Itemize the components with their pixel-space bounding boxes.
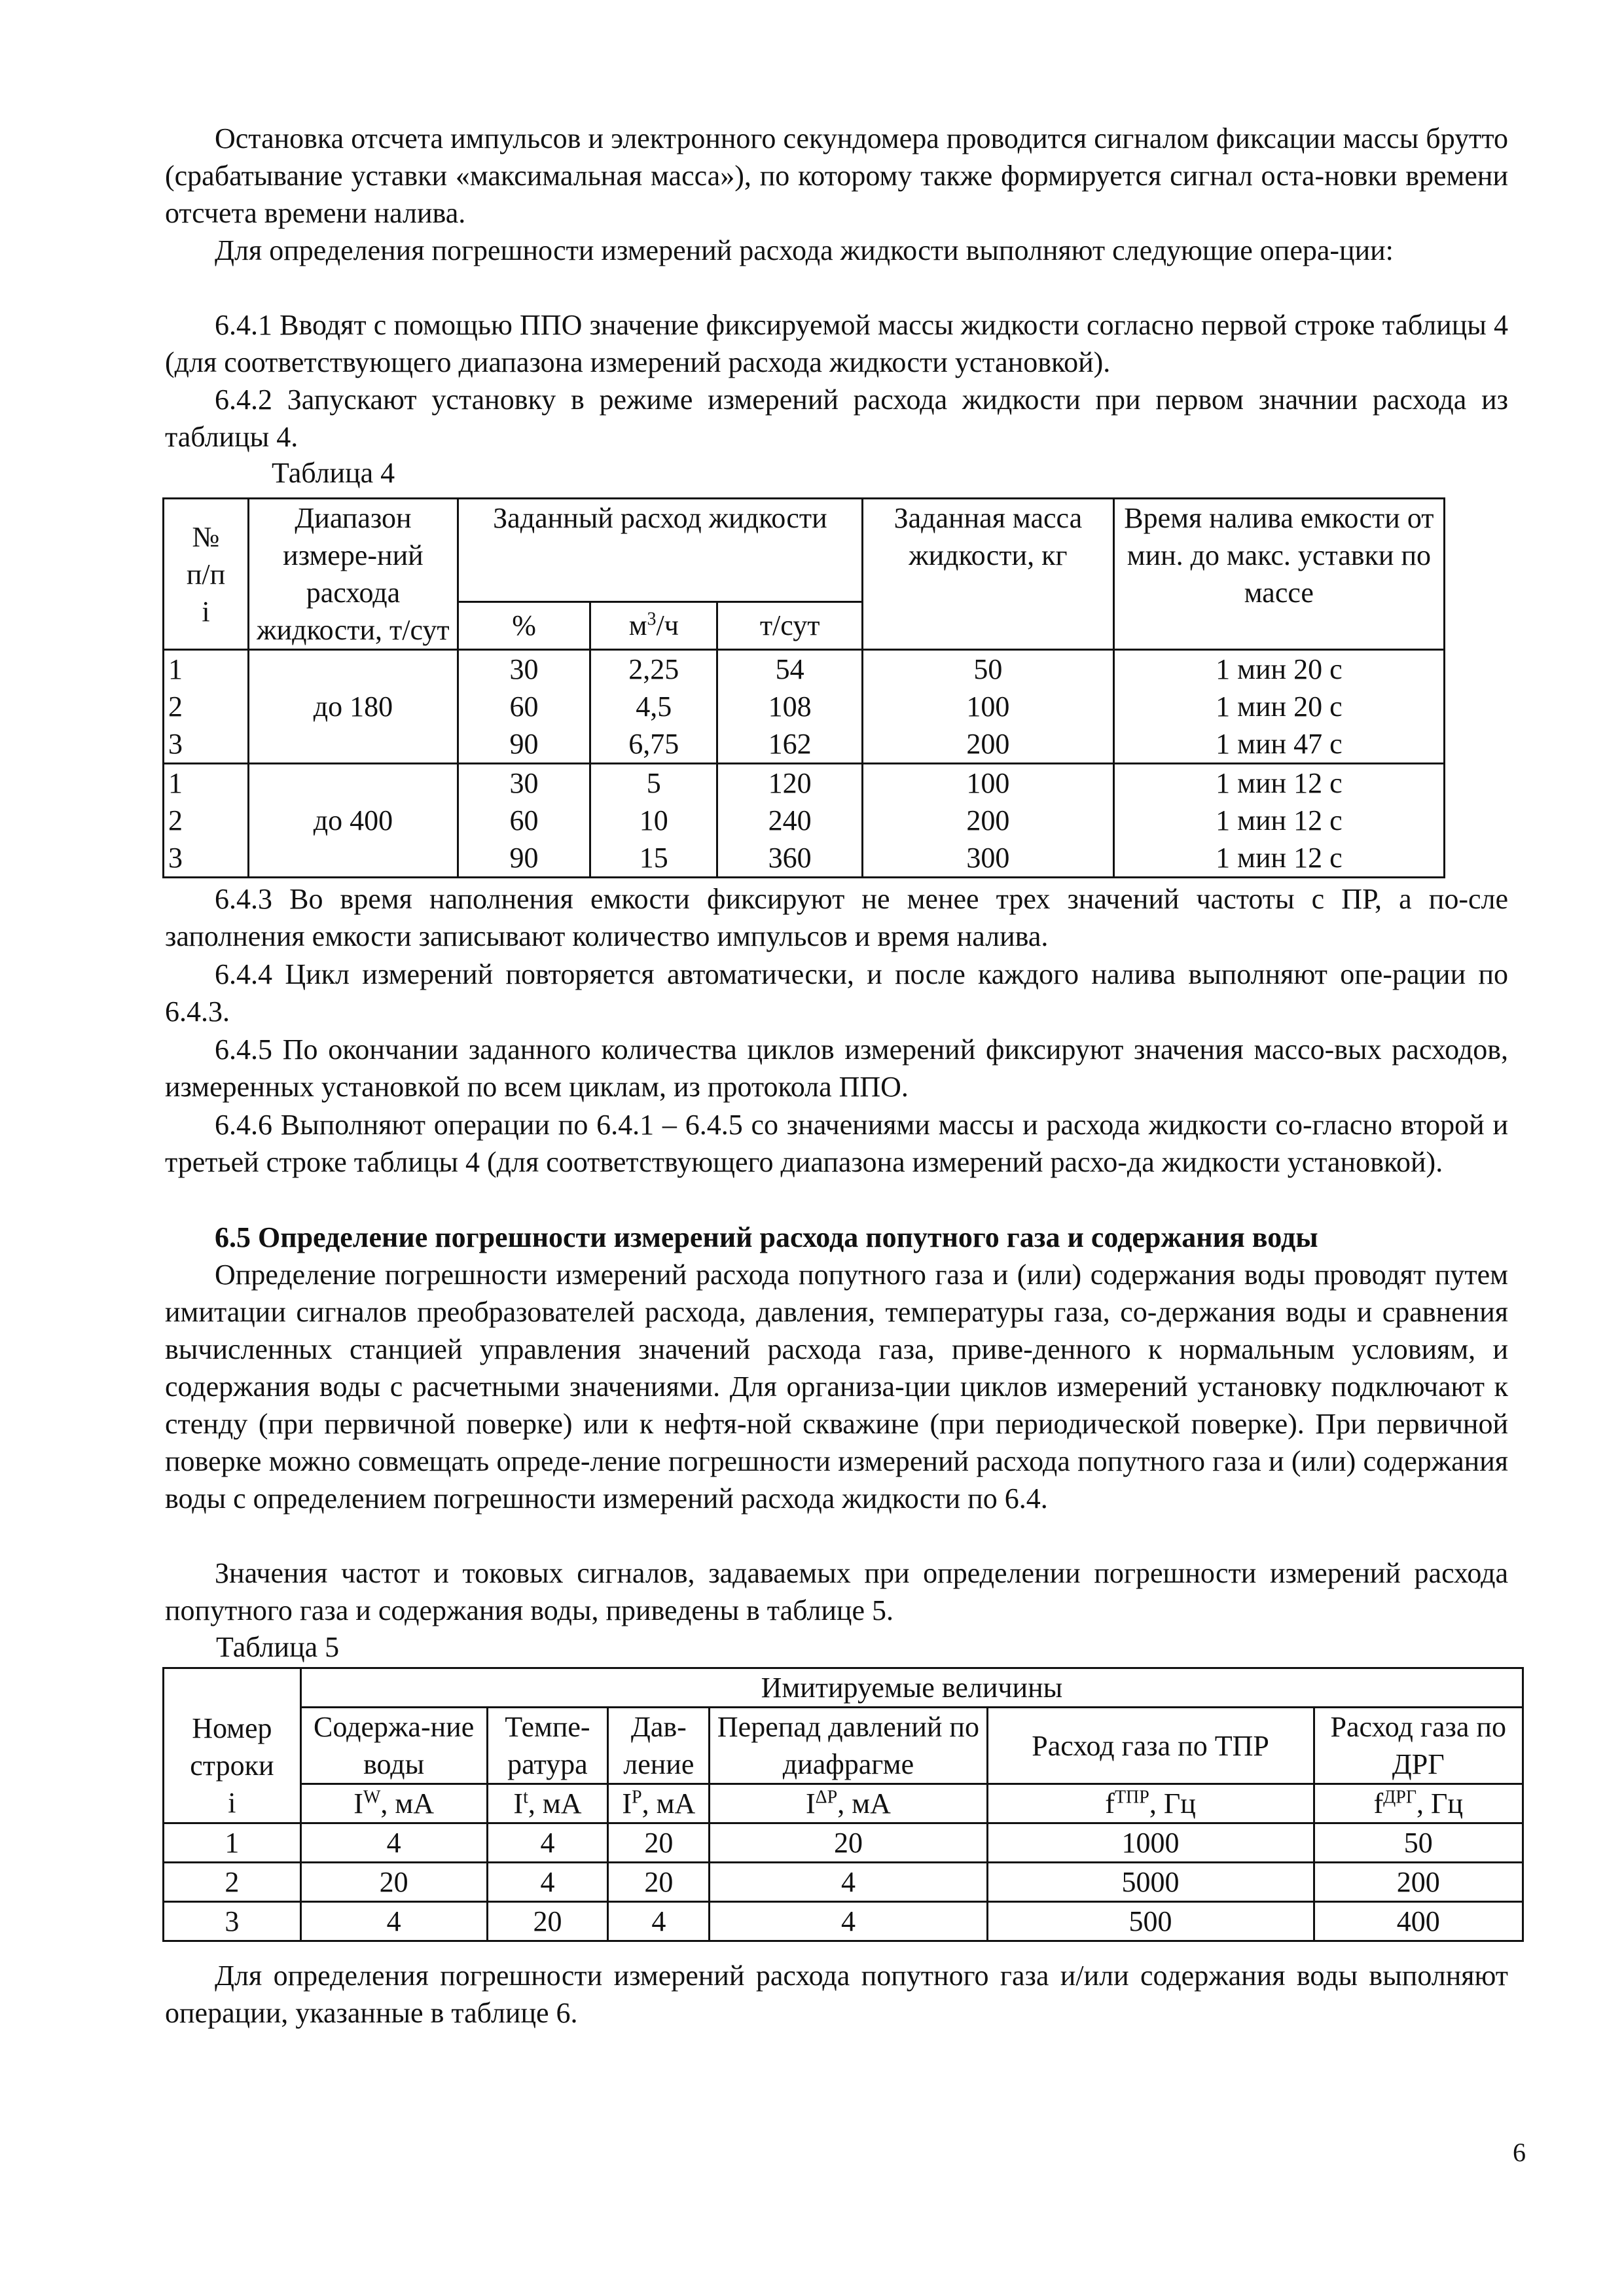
table4-cell-mass: 300	[863, 839, 1114, 878]
table5-cell-row-number: 2	[164, 1863, 301, 1902]
table4-cell-range: до 180	[249, 650, 458, 764]
table4-row	[164, 650, 1445, 689]
table-4	[162, 497, 1445, 878]
table4-cell-m3h: 2,25	[590, 650, 717, 689]
table4-cell-mass: 100	[863, 688, 1114, 725]
table4-cell-tsut: 108	[717, 688, 863, 725]
table5-cell-water: 20	[300, 1863, 487, 1902]
unit-m-sup: 3	[647, 609, 657, 630]
unit-m-tail: /ч	[656, 609, 679, 642]
table4-cell-time: 1 мин 47 с	[1113, 725, 1444, 764]
table5-cell-temperature: 4	[487, 1863, 608, 1902]
table4-caption: Таблица 4	[272, 457, 395, 489]
table4-cell-number: 3	[164, 725, 249, 764]
table5-row	[164, 1823, 1523, 1863]
table-5	[162, 1667, 1524, 1942]
table4-header-number	[164, 499, 249, 650]
table4-cell-time: 1 мин 20 с	[1113, 650, 1444, 689]
table4-cell-mass: 100	[863, 764, 1114, 802]
table4-header-percent: %	[458, 601, 590, 649]
table4-cell-mass: 50	[863, 650, 1114, 689]
table4-header-number-sign: №	[192, 520, 220, 553]
table5-header-row-i: i	[164, 1784, 301, 1823]
table4-header-time: Время налива емкости от мин. до макс. уставки по массе	[1113, 499, 1444, 650]
paragraph-6-5-description: Определение погрешности измерений расхода попутного газа и (или) содержания воды проводят путем имитации сигналов преобразователей расхода, давления, температуры газа, со-держания воды и сравнения вычисленных станцией управления значений расхода газа, приве-денного к нормальным условиям, и содержания воды с расчетными значениями. Для организа-ции циклов измерений установку подключают к стенду (при первичной поверке) или к нефтя-ной скважине (при периодической поверке). При первичной поверке можно совмещать опреде-ление погрешности измерений расхода попутного газа и (или) содержания воды с определением погрешности измерений расхода жидкости по 6.4.	[165, 1259, 1508, 1515]
table4-header-number-pp: п/п	[186, 558, 226, 590]
table5-cell-row-number: 1	[164, 1823, 301, 1863]
table4-cell-percent: 90	[458, 725, 590, 764]
table5-cell-gas-drg: 200	[1314, 1863, 1523, 1902]
table4-cell-number: 2	[164, 802, 249, 839]
table5-header-imitated: Имитируемые величины	[300, 1668, 1523, 1708]
table4-cell-m3h: 5	[590, 764, 717, 802]
table5-cell-gas-tpr: 5000	[987, 1863, 1314, 1902]
paragraph-6-4-5: 6.4.5 По окончании заданного количества циклов измерений фиксируют значения массо-вых расходов, измеренных установкой по всем циклам, из протокола ППО.	[165, 1033, 1508, 1103]
table4-cell-percent: 30	[458, 764, 590, 802]
table4-cell-m3h: 10	[590, 802, 717, 839]
table5-cell-gas-drg: 50	[1314, 1823, 1523, 1863]
table5-header-diff-pressure: Перепад давлений по диафрагме	[710, 1708, 987, 1784]
table5-cell-pressure: 20	[608, 1823, 710, 1863]
paragraph-6-4-4: 6.4.4 Цикл измерений повторяется автоматически, и после каждого налива выполняют опе-рации по 6.4.3.	[165, 958, 1508, 1028]
table5-cell-water: 4	[300, 1902, 487, 1941]
table5-header-water: Содержа-ние воды	[300, 1708, 487, 1784]
table4-cell-percent: 90	[458, 839, 590, 878]
table4-cell-mass: 200	[863, 725, 1114, 764]
table4-cell-time: 1 мин 12 с	[1113, 839, 1444, 878]
table4-cell-percent: 60	[458, 802, 590, 839]
table5-body	[164, 1823, 1523, 1941]
table4-cell-mass: 200	[863, 802, 1114, 839]
paragraph-stop-counting: Остановка отсчета импульсов и электронного секундомера проводится сигналом фиксации массы брутто (срабатывание уставки «максимальная масса»), по которому также формируется сигнал оста-новки времени отсчета времени налива.	[165, 122, 1508, 229]
section-heading-6-5: 6.5 Определение погрешности измерений расхода попутного газа и содержания воды	[215, 1221, 1318, 1253]
table5-cell-row-number: 3	[164, 1902, 301, 1941]
table4-cell-time: 1 мин 20 с	[1113, 688, 1444, 725]
table4-header-flow: Заданный расход жидкости	[458, 499, 862, 602]
table5-cell-gas-tpr: 500	[987, 1902, 1314, 1941]
table5-cell-pressure: 4	[608, 1902, 710, 1941]
table4-header-m3h	[590, 601, 717, 649]
table5-cell-gas-drg: 400	[1314, 1902, 1523, 1941]
table5-unit-water: $I^W$, мА	[300, 1784, 487, 1823]
table5-unit-diff-pressure: $I^{\Delta P}$, мА	[710, 1784, 987, 1823]
table5-cell-diff-pressure: 4	[710, 1863, 987, 1902]
table4-cell-tsut: 120	[717, 764, 863, 802]
table4-cell-tsut: 54	[717, 650, 863, 689]
table5-header-row-number: Номер строки	[164, 1668, 301, 1784]
table4-body	[164, 650, 1445, 878]
table5-cell-diff-pressure: 4	[710, 1902, 987, 1941]
paragraph-table6-intro: Для определения погрешности измерений расхода попутного газа и/или содержания воды выполняют операции, указанные в таблице 6.	[165, 1960, 1508, 2029]
table4-header-range: Диапазон измере-ний расхода жидкости, т/сут	[249, 499, 458, 650]
table5-unit-gas-tpr: $f^{ТПР}$, Гц	[987, 1784, 1314, 1823]
table4-cell-m3h: 15	[590, 839, 717, 878]
table4-cell-number: 1	[164, 650, 249, 689]
table5-cell-pressure: 20	[608, 1863, 710, 1902]
table4-cell-time: 1 мин 12 с	[1113, 802, 1444, 839]
paragraph-table5-intro: Значения частот и токовых сигналов, задаваемых при определении погрешности измерений расхода попутного газа и содержания воды, приведены в таблице 5.	[165, 1557, 1508, 1626]
table4-cell-tsut: 240	[717, 802, 863, 839]
table5-row	[164, 1902, 1523, 1941]
table5-header-temperature: Темпе-ратура	[487, 1708, 608, 1784]
table5-header-gas-tpr: Расход газа по ТПР	[987, 1708, 1314, 1784]
table4-cell-m3h: 6,75	[590, 725, 717, 764]
table4-cell-percent: 60	[458, 688, 590, 725]
table5-cell-temperature: 4	[487, 1823, 608, 1863]
paragraph-6-4-6: 6.4.6 Выполняют операции по 6.4.1 – 6.4.5 со значениями массы и расхода жидкости со-гласно второй и третьей строке таблицы 4 (для соответствующего диапазона измерений расхо-да жидкости установкой).	[165, 1109, 1508, 1178]
paragraph-6-4-2: 6.4.2 Запускают установку в режиме измерений расхода жидкости при первом значнии расхода из таблицы 4.	[165, 384, 1508, 453]
table5-caption: Таблица 5	[216, 1631, 340, 1663]
table4-cell-range: до 400	[249, 764, 458, 878]
table5-cell-diff-pressure: 20	[710, 1823, 987, 1863]
table4-header-number-i: i	[202, 595, 210, 628]
table5-header-gas-drg: Расход газа по ДРГ	[1314, 1708, 1523, 1784]
table4-cell-number: 1	[164, 764, 249, 802]
table4-cell-tsut: 162	[717, 725, 863, 764]
table5-unit-gas-drg: $f^{ДРГ}$, Гц	[1314, 1784, 1523, 1823]
table4-cell-time: 1 мин 12 с	[1113, 764, 1444, 802]
table5-header-pressure: Дав-ление	[608, 1708, 710, 1784]
table4-cell-number: 3	[164, 839, 249, 878]
table5-cell-gas-tpr: 1000	[987, 1823, 1314, 1863]
table4-header-tsut: т/сут	[717, 601, 863, 649]
page-number: 6	[1513, 2138, 1526, 2167]
table4-row	[164, 764, 1445, 802]
table4-cell-number: 2	[164, 688, 249, 725]
table4-cell-tsut: 360	[717, 839, 863, 878]
table5-cell-temperature: 20	[487, 1902, 608, 1941]
table5-row	[164, 1863, 1523, 1902]
paragraph-operations-intro: Для определения погрешности измерений расхода жидкости выполняют следующие опера-ции:	[215, 234, 1394, 266]
table5-unit-pressure: $I^P$, мА	[608, 1784, 710, 1823]
table4-cell-m3h: 4,5	[590, 688, 717, 725]
unit-m: м	[628, 609, 647, 642]
table5-cell-water: 4	[300, 1823, 487, 1863]
table4-header-mass: Заданная масса жидкости, кг	[863, 499, 1114, 650]
table5-unit-temperature: $I^t$, мА	[487, 1784, 608, 1823]
table4-cell-percent: 30	[458, 650, 590, 689]
paragraph-6-4-3: 6.4.3 Во время наполнения емкости фиксируют не менее трех значений частоты с ПР, а по-сле заполнения емкости записывают количество импульсов и время налива.	[165, 883, 1508, 952]
paragraph-6-4-1: 6.4.1 Вводят с помощью ППО значение фиксируемой массы жидкости согласно первой строке таблицы 4 (для соответствующего диапазона измерений расхода жидкости установкой).	[165, 309, 1508, 378]
